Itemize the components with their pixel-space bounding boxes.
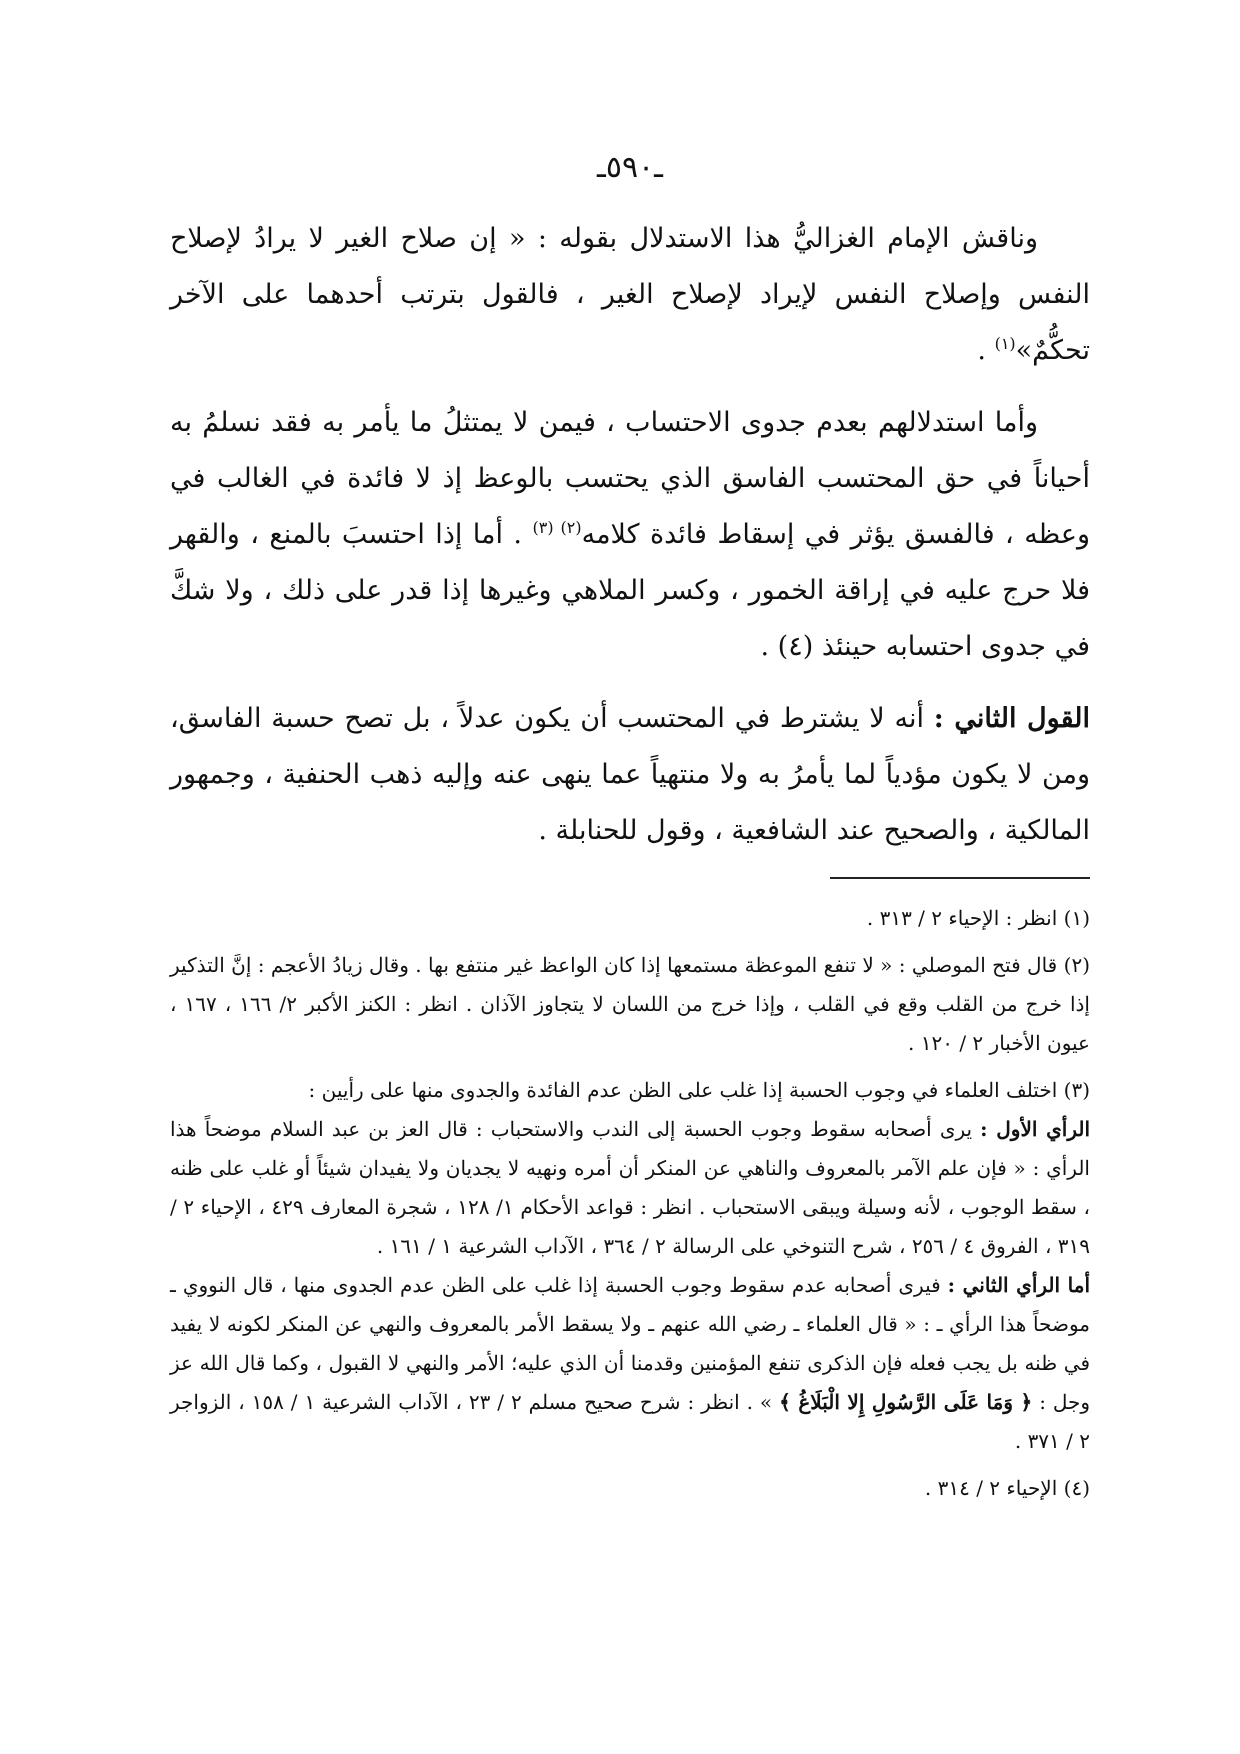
footnote-ref: (١): [994, 334, 1016, 353]
paragraph-text: وناقش الإمام الغزاليُّ هذا الاستدلال بقوله : « إن صلاح الغير لا يرادُ لإصلاح النفس وإصلاح النفس لإيراد لإصلاح الغير ، فالقول بترتب أحدهما على الآخر تحكُّمٌ»: [170, 223, 1090, 366]
paragraph-ghazali-rebuttal: [170, 211, 1090, 379]
footnote-ref: (٢) (٣): [532, 518, 582, 537]
second-opinion-lead: أما الرأي الثاني :: [947, 1273, 1090, 1297]
footnotes: [170, 899, 1090, 1508]
footnote-2: (٢) قال فتح الموصلي : « لا تنفع الموعظة مستمعها إذا كان الواعظ غير منتفع بها . وقال زيادُ الأعجم : إنَّ التذكير إذا خرج من القلب وقع في القلب ، وإذا خرج من اللسان لا يتجاوز الآذان . انظر : الكنز الأكبر ٢/ ١٦٦ ، ١٦٧ ، عيون الأخبار ٢ / ١٢٠ .: [170, 953, 1090, 1055]
second-opinion-end: » . انظر : شرح صحيح مسلم ٢ / ٢٣ ، الآداب الشرعية ١ / ١٥٨ ، الزواجر ٢ / ٣٧١ .: [170, 1390, 1090, 1453]
footnote-3-second-opinion: [170, 1266, 1090, 1461]
paragraph-lead: القول الثاني :: [933, 703, 1090, 734]
second-opinion-text: فيرى أصحابه عدم سقوط وجوب الحسبة إذا غلب على الظن عدم الجدوى منها ، قال النووي ـ موضحاً هذا الرأي ـ : « قال العلماء ـ رضي الله عنهم ـ ولا يسقط الأمر بالمعروف والنهي عن المنكر لكونه لا يفيد في ظنه بل يجب فعله فإن الذكرى تنفع المؤمنين وقدمنا أن الذي عليه؛ الأمر والنهي لا القبول ، وكما قال الله عز وجل :: [170, 1273, 1091, 1414]
paragraph-end: . أما إذا احتسبَ بالمنع ، والقهر فلا حرج عليه في إراقة الخمور ، وكسر الملاهي وغيرها إذا قدر على ذلك ، ولا شكَّ في جدوى احتسابه حينئذ (٤) .: [170, 519, 1090, 662]
footnote-3: [170, 1071, 1090, 1461]
first-opinion-lead: الرأي الأول :: [980, 1117, 1090, 1141]
footnote-3-first-opinion: [170, 1110, 1090, 1266]
first-opinion-text: يرى أصحابه سقوط وجوب الحسبة إلى الندب والاستحباب : قال العز بن عبد السلام موضحاً هذا الرأي : « فإن علم الآمر بالمعروف والناهي عن المنكر أن أمره ونهيه لا يجديان ولا يفيدان شيئاً أو غلب على ظنه ، سقط الوجوب ، لأنه وسيلة ويبقى الاستحباب . انظر : قواعد الأحكام ١/ ١٢٨ ، شجرة المعارف ٤٢٩ ، الإحياء ٢ / ٣١٩ ، الفروق ٤ / ٢٥٦ ، شرح التنوخي على الرسالة ٢ / ٣٦٤ ، الآداب الشرعية ١ / ١٦١ .: [170, 1117, 1090, 1258]
paragraph-text: أنه لا يشترط في المحتسب أن يكون عدلاً ، بل تصح حسبة الفاسق، ومن لا يكون مؤدياً لما يأمرُ به ولا منتهياً عما ينهى عنه وإليه ذهب الحنفية ، وجمهور المالكية ، والصحيح عند الشافعية ، وقول للحنابلة .: [170, 703, 1090, 846]
paragraph-futility-argument: [170, 395, 1090, 675]
paragraph-text: وأما استدلالهم بعدم جدوى الاحتساب ، فيمن لا يمتثلُ ما يأمر به فقد نسلمُ به أحياناً في حق المحتسب الفاسق الذي يحتسب بالوعظ إذ لا فائدة في الغالب في وعظه ، فالفسق يؤثر في إسقاط فائدة كلامه: [170, 407, 1090, 550]
footnote-4: (٤) الإحياء ٢ / ٣١٤ .: [924, 1476, 1090, 1500]
footnote-divider: [830, 877, 1090, 879]
page-number: ـ٥٩٠ـ: [597, 150, 663, 185]
footnote-3-intro: (٣) اختلف العلماء في وجوب الحسبة إذا غلب على الظن عدم الفائدة والجدوى منها على رأيين :: [308, 1078, 1090, 1102]
body-text: [170, 211, 1090, 859]
paragraph-second-opinion: [170, 691, 1090, 859]
footnote-1: (١) انظر : الإحياء ٢ / ٣١٣ .: [866, 906, 1090, 930]
quran-verse: ﴿ وَمَا عَلَى الرَّسُولِ إِلا الْبَلَاغُ ﴾: [779, 1390, 1033, 1414]
paragraph-end: .: [977, 335, 995, 366]
book-page: [170, 150, 1090, 1516]
